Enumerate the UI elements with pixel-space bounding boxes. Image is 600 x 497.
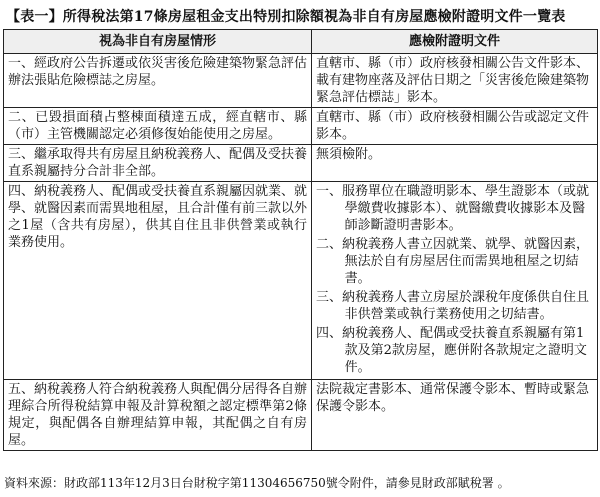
document-item: 四、納稅義務人、配偶或受扶養直系親屬有第1款及第2款房屋，應併附各款規定之證明文件。 <box>316 326 587 375</box>
documents-cell: 無須檢附。 <box>312 145 598 182</box>
situation-cell: 三、繼承取得共有房屋且納稅義務人、配偶及受扶養直系親屬持分合計非全部。 <box>4 145 312 182</box>
table-row <box>4 54 598 108</box>
documents-cell <box>312 182 598 380</box>
document-item: 三、納稅義務人書立房屋於課稅年度係供自住且非供營業或執行業務使用之切結書。 <box>316 290 590 322</box>
documents-cell: 法院裁定書影本、通常保護令影本、暫時或緊急保護令影本。 <box>312 380 598 451</box>
situation-cell: 五、納稅義務人符合納稅義務人與配偶分居得各自辦理綜合所得稅結算申報及計算稅額之認定標準第2條規定，與配偶各自辦理結算申報，其配偶之自有房屋。 <box>4 380 312 451</box>
document-item: 一、服務單位在職證明影本、學生證影本（或就學繳費收據影本）、就醫繳費收據影本及醫師診斷證明書影本。 <box>316 184 590 233</box>
header-documents: 應檢附證明文件 <box>312 30 598 54</box>
header-situation: 視為非自有房屋情形 <box>4 30 312 54</box>
source-note: 資料來源：財政部113年12月3日台財稅字第11304656750號令附件，請參見財政部賦稅署 。 <box>4 476 510 490</box>
table-row <box>4 182 598 380</box>
documents-cell: 直轄市、縣（市）政府核發相關公告或認定文件影本。 <box>312 108 598 145</box>
situation-cell: 一、經政府公告拆遷或依災害後危險建築物緊急評估辦法張貼危險標誌之房屋。 <box>4 54 312 108</box>
table-row <box>4 108 598 145</box>
requirements-table <box>3 29 598 451</box>
table-row <box>4 380 598 451</box>
situation-cell: 四、納稅義務人、配偶或受扶養直系親屬因就業、就學、就醫因素而需異地租屋，且合計僅有前三款以外之1屋（含共有房屋），供其自住且非供營業或執行業務使用。 <box>4 182 312 380</box>
document-item: 二、納稅義務人書立因就業、就學、就醫因素，無法於自有房屋居住而需異地租屋之切結書。 <box>316 237 590 286</box>
documents-cell: 直轄市、縣（市）政府核發相關公告文件影本、載有建物座落及評估日期之「災害後危險建築物緊急評估標誌」影本。 <box>312 54 598 108</box>
table-row <box>4 145 598 182</box>
table-title: 【表一】所得稅法第17條房屋租金支出特別扣除額視為非自有房屋應檢附證明文件一覽表 <box>6 9 566 25</box>
situation-cell: 二、已毀損面積占整棟面積達五成，經直轄市、縣（市）主管機關認定必須修復始能使用之房屋。 <box>4 108 312 145</box>
table-header-row <box>4 30 598 54</box>
